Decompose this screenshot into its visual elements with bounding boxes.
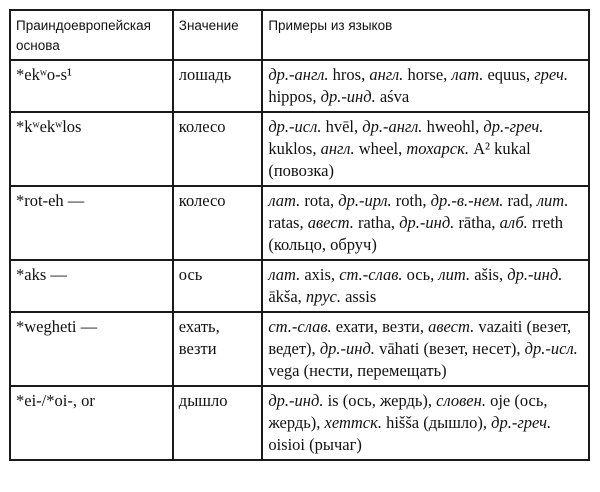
example-word: is (ось, жердь), [323, 391, 437, 410]
language-label: др.-греч. [491, 413, 552, 432]
cell-examples [262, 386, 589, 460]
example-word: oisioi (рычаг) [268, 413, 556, 454]
cell-base: *aks — [10, 260, 173, 312]
example-word: ākša, [268, 265, 567, 306]
example-word: roth, [391, 191, 431, 210]
table-row [10, 186, 589, 260]
cell-meaning: ехать, везти [173, 312, 263, 386]
header-row [10, 10, 589, 60]
example-word: ratha, [353, 213, 400, 232]
cell-examples [262, 186, 589, 260]
language-label: англ. [369, 65, 404, 84]
language-label: лит. [536, 191, 569, 210]
table-row [10, 386, 589, 460]
cell-base: *kʷekʷlos [10, 112, 173, 186]
language-label: др.-исл. [524, 339, 578, 358]
cell-meaning: колесо [173, 186, 263, 260]
example-word: ехати, везти, [331, 317, 429, 336]
cell-base: *wegheti — [10, 312, 173, 386]
example-word: oje (ось, жердь), [268, 391, 552, 432]
header-meaning: Значение [173, 10, 263, 60]
example-word: assis [340, 287, 377, 306]
example-word: equus, [483, 65, 535, 84]
header-examples: Примеры из языков [262, 10, 589, 60]
language-label: др.-инд. [268, 391, 324, 410]
language-label: ст.-слав. [268, 317, 332, 336]
cell-base: *ei-/*oi-, or [10, 386, 173, 460]
example-word: ratas, [268, 191, 573, 232]
example-word: vega (нести, перемещать) [268, 339, 582, 380]
language-label: др.-англ. [362, 117, 423, 136]
language-label: ст.-слав. [339, 265, 403, 284]
cell-meaning: колесо [173, 112, 263, 186]
language-label: тохарск. [406, 139, 469, 158]
example-word: aśva [375, 87, 410, 106]
example-word: vazaiti (везет, ведет), [268, 317, 576, 358]
example-word: wheel, [354, 139, 407, 158]
language-label: авест. [428, 317, 475, 336]
cell-base: *rot-eh — [10, 186, 173, 260]
example-word: kuklos, [268, 117, 548, 158]
language-label: др.-инд. [319, 339, 375, 358]
language-label: др.-в.-нем. [430, 191, 504, 210]
language-label: словен. [436, 391, 486, 410]
etymology-table [9, 9, 590, 461]
example-word: vāhati (везет, несет), [374, 339, 525, 358]
example-word: ašis, [470, 265, 508, 284]
cell-examples [262, 260, 589, 312]
cell-meaning: дышло [173, 386, 263, 460]
header-base: Праиндоевропейская основа [10, 10, 173, 60]
language-label: др.-инд. [399, 213, 455, 232]
language-label: др.-инд. [507, 265, 563, 284]
example-word: rātha, [454, 213, 500, 232]
language-label: др.-греч. [483, 117, 544, 136]
example-word: hros, [328, 65, 370, 84]
table-row [10, 312, 589, 386]
cell-examples [262, 112, 589, 186]
language-label: авест. [307, 213, 354, 232]
example-word: rota, [300, 191, 339, 210]
language-label: др.-инд. [320, 87, 376, 106]
table-row [10, 112, 589, 186]
language-label: др.-англ. [268, 65, 329, 84]
cell-examples [262, 60, 589, 112]
language-label: лат. [451, 65, 484, 84]
cell-base: *ekʷo-s¹ [10, 60, 173, 112]
example-word: hvēl, [321, 117, 363, 136]
language-label: лат. [268, 265, 301, 284]
cell-meaning: лошадь [173, 60, 263, 112]
cell-meaning: ось [173, 260, 263, 312]
language-label: прус. [305, 287, 341, 306]
language-label: алб. [499, 213, 528, 232]
table-row [10, 60, 589, 112]
example-word: horse, [403, 65, 452, 84]
cell-examples [262, 312, 589, 386]
example-word: ось, [402, 265, 439, 284]
language-label: др.-исл. [268, 117, 322, 136]
example-word: A² kukal (повозка) [268, 139, 535, 180]
language-label: лит. [438, 265, 471, 284]
example-word: hippos, [268, 65, 573, 106]
example-word: rad, [503, 191, 537, 210]
example-word: axis, [300, 265, 340, 284]
table-row [10, 260, 589, 312]
language-label: англ. [320, 139, 355, 158]
example-word: hweohl, [422, 117, 484, 136]
example-word: rreth (кольцо, обруч) [268, 213, 568, 254]
example-word: hišša (дышло), [381, 413, 492, 432]
language-label: лат. [268, 191, 301, 210]
language-label: хеттск. [324, 413, 382, 432]
language-label: греч. [534, 65, 568, 84]
language-label: др.-ирл. [338, 191, 392, 210]
